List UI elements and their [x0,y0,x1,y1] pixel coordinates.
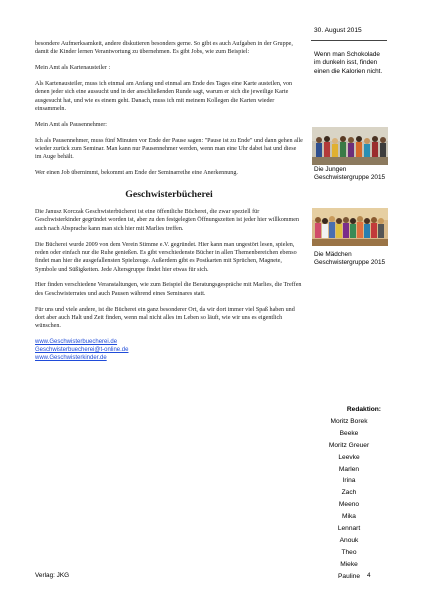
article-column [35,40,303,363]
article-paragraph: Als Kartenausteiler, muss ich einmal am Anfang und einmal am Ende des Tages eine Karte austeilen, von denen jeder sich eine aussucht und in der anschließenden Runde sagt, warum er sich die jeweilige Karte ausgesucht hat, und wie es einem geht. Danach, muss ich mit meinem Kollegen die Karten wieder einsammeln. [35,81,293,112]
article-paragraph: Wer einen Job übernimmt, bekommt am Ende der Seminarreihe eine Anerkennung. [35,170,238,177]
link-list [35,338,303,363]
editor-name: Beeke [339,429,359,437]
photo-boys-group [312,127,388,165]
article-paragraph: Die Bücherei wurde 2009 von dem Verein Stimme e.V. gegründet. Hier kann man ungestört lesen, spielen, reden oder einfach nur die Ruhe genießen. Es gibt verschiedenste Bücher in allen Themenbereichen ebenso findet man hier die ausgefallensten Spielzeuge. Außerdem gibt es Postkarten mit Sprüchen, Magnete, Symbole und Süßigkeiten. Jede Altersgruppe findet hier etwas für sich. [35,241,297,273]
article-paragraph: Hier finden verschiedene Veranstaltungen, wie zum Beispiel die Beratungsgespräche mit Marlies, die Treffen des Geschwisterrates und auch Pausen während eines Seminares statt. [35,282,302,297]
sidebar-divider [311,40,387,41]
editor-name: Mieke [340,560,358,568]
editor-name: Pauline [338,572,360,580]
photo-boys-caption: Die Jungen Geschwistergruppe 2015 [314,166,386,182]
publisher-footer: Verlag: JKG [35,572,70,579]
library-website-link[interactable]: www.Geschwisterbuecherei.de [35,339,118,346]
issue-date: 30. August 2015 [314,27,362,34]
editor-name: Irina [342,477,356,485]
page-number: 4 [367,572,371,579]
editor-name: Moritz Greuer [328,441,370,449]
photo-girls-group [312,208,388,246]
editor-name: Zach [341,489,357,497]
editor-name: Theo [341,548,357,556]
library-email-link[interactable]: Geschwisterbuecherei@t-online.de [35,347,129,354]
article-paragraph: besondere Aufmerksamkeit, andere diskutieren besonders gerne. So gibt es auch Aufgaben in der Gruppe, damit die Kinder lernen Verantwortung zu übernehmen. Es gibt Jobs, wie zum Beispiel: [35,41,293,56]
editor-name: Moritz Borek [330,417,368,425]
article-paragraph: Mein Amt als Pausennehmer: [35,121,107,128]
editor-name: Leevke [338,453,360,461]
siblings-website-link[interactable]: www.Geschwisterkinder.de [35,355,107,362]
editor-name: Lennart [337,525,361,533]
article-paragraph: Für uns und viele andere, ist die Bücherei ein ganz besonderer Ort, da wir dort immer viel Spaß haben und dort aber auch Halt und Zeit finden, wenn mal nicht alles im Leben so läuft, wie wir uns es eigentlich wünschen. [35,306,295,330]
fun-fact: Wenn man Schokolade im dunkeln isst, finden einen die Kalorien nicht. [314,51,383,75]
editor-name: Meeno [338,501,360,509]
photo-girls-caption: Die Mädchen Geschwistergruppe 2015 [314,251,386,267]
section-title: Geschwisterbücherei [125,189,213,201]
editorial-heading: Redaktion: [346,406,381,413]
article-paragraph: Mein Amt als Kartenausteiler : [35,65,111,72]
editor-name: Anouk [339,536,359,544]
editor-name: Marlen [338,465,360,473]
article-paragraph: Die Janusz Korczak Geschwisterbücherei ist eine öffentliche Bücherei, die zwar speziell für Geschwisterkinder gegründet worden ist, aber zu den festgelegten Öffnungszeiten ist jeder hier willkommen auch nach Absprache kann man sich hier mit Marlies treffen. [35,209,300,232]
editorial-team [311,404,387,583]
editor-name: Mika [342,513,356,521]
article-paragraph: Ich als Pausennehmer, muss fünf Minuten vor Ende der Pause sagen: "Pause ist zu Ende" und dann gehen alle wieder zurück zum Seminar. Man kann nur Pausennehmer werden, wenn man eine Uhr dabei hat und diese im Auge behält. [35,137,303,161]
